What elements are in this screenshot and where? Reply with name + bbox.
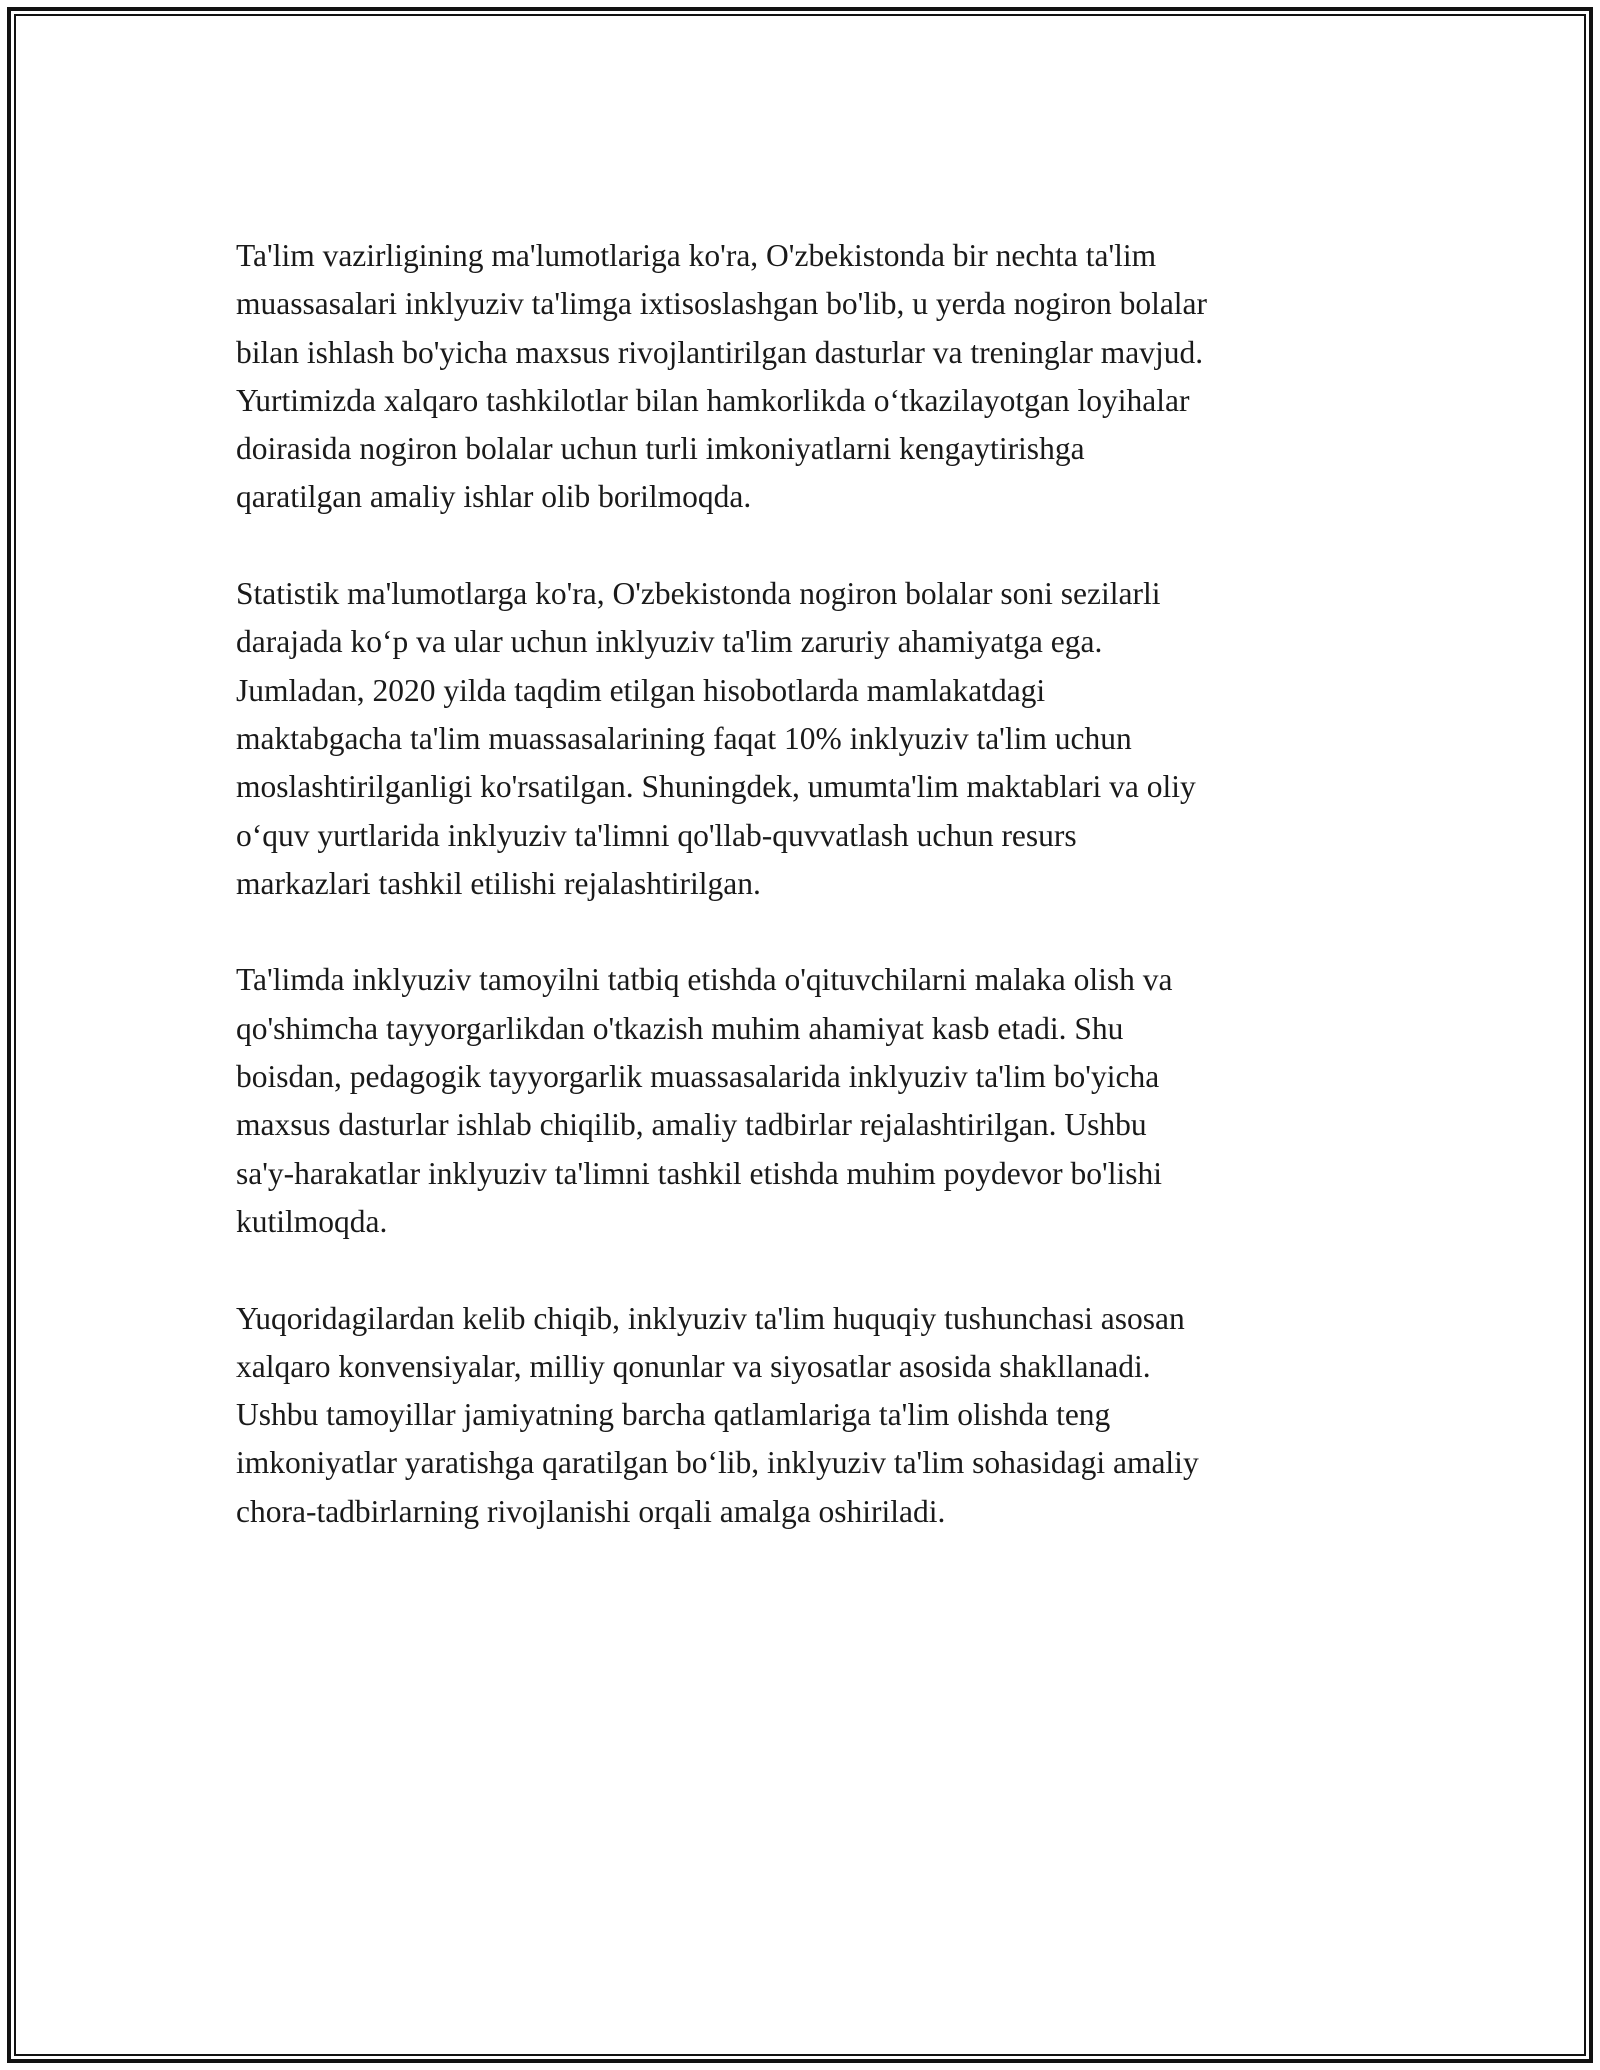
text-line: darajada ko‘p va ular uchun inklyuziv ta'lim zaruriy ahamiyatga ega. bbox=[236, 624, 1103, 660]
paragraph-2 bbox=[236, 570, 1396, 908]
paragraph-1 bbox=[236, 232, 1396, 522]
text-line: Ushbu tamoyillar jamiyatning barcha qatlamlariga ta'lim olishda teng bbox=[236, 1397, 1111, 1433]
text-line: Yuqoridagilardan kelib chiqib, inklyuziv ta'lim huquqiy tushunchasi asosan bbox=[236, 1300, 1185, 1336]
text-line: sa'y-harakatlar inklyuziv ta'limni tashkil etishda muhim poydevor bo'lishi bbox=[236, 1155, 1162, 1191]
document-body bbox=[236, 232, 1396, 1584]
text-line: chora-tadbirlarning rivojlanishi orqali amalga oshiriladi. bbox=[236, 1493, 946, 1529]
text-line: kutilmoqda. bbox=[236, 1203, 388, 1239]
text-line: Statistik ma'lumotlarga ko'ra, O'zbekistonda nogiron bolalar soni sezilarli bbox=[236, 576, 1161, 612]
text-line: qo'shimcha tayyorgarlikdan o'tkazish muhim ahamiyat kasb etadi. Shu bbox=[236, 1010, 1124, 1046]
text-line: markazlari tashkil etilishi rejalashtirilgan. bbox=[236, 865, 761, 901]
text-line: qaratilgan amaliy ishlar olib borilmoqda. bbox=[236, 479, 752, 515]
text-line: imkoniyatlar yaratishga qaratilgan bo‘lib, inklyuziv ta'lim sohasidagi amaliy bbox=[236, 1445, 1199, 1481]
text-line: Ta'lim vazirligining ma'lumotlariga ko'ra, O'zbekistonda bir nechta ta'lim bbox=[236, 238, 1157, 273]
text-line: xalqaro konvensiyalar, milliy qonunlar va siyosatlar asosida shakllanadi. bbox=[236, 1348, 1151, 1384]
paragraph-4 bbox=[236, 1295, 1396, 1536]
text-line: doirasida nogiron bolalar uchun turli imkoniyatlarni kengaytirishga bbox=[236, 431, 1085, 467]
text-line: moslashtirilganligi ko'rsatilgan. Shuningdek, umumta'lim maktablari va oliy bbox=[236, 769, 1196, 805]
text-line: o‘quv yurtlarida inklyuziv ta'limni qo'llab-quvvatlash uchun resurs bbox=[236, 817, 1077, 853]
text-line: Jumladan, 2020 yilda taqdim etilgan hisobotlarda mamlakatdagi bbox=[236, 672, 1046, 708]
text-line: bilan ishlash bo'yicha maxsus rivojlantirilgan dasturlar va treninglar mavjud. bbox=[236, 334, 1204, 370]
text-line: muassasalari inklyuziv ta'limga ixtisoslashgan bo'lib, u yerda nogiron bolalar bbox=[236, 286, 1208, 322]
text-line: maxsus dasturlar ishlab chiqilib, amaliy tadbirlar rejalashtirilgan. Ushbu bbox=[236, 1107, 1147, 1143]
paragraph-3 bbox=[236, 956, 1396, 1246]
text-line: Ta'limda inklyuziv tamoyilni tatbiq etishda o'qituvchilarni malaka olish va bbox=[236, 962, 1173, 998]
text-line: boisdan, pedagogik tayyorgarlik muassasalarida inklyuziv ta'lim bo'yicha bbox=[236, 1059, 1160, 1095]
text-line: maktabgacha ta'lim muassasalarining faqat 10% inklyuziv ta'lim uchun bbox=[236, 720, 1132, 756]
text-line: Yurtimizda xalqaro tashkilotlar bilan hamkorlikda o‘tkazilayotgan loyihalar bbox=[236, 382, 1190, 418]
